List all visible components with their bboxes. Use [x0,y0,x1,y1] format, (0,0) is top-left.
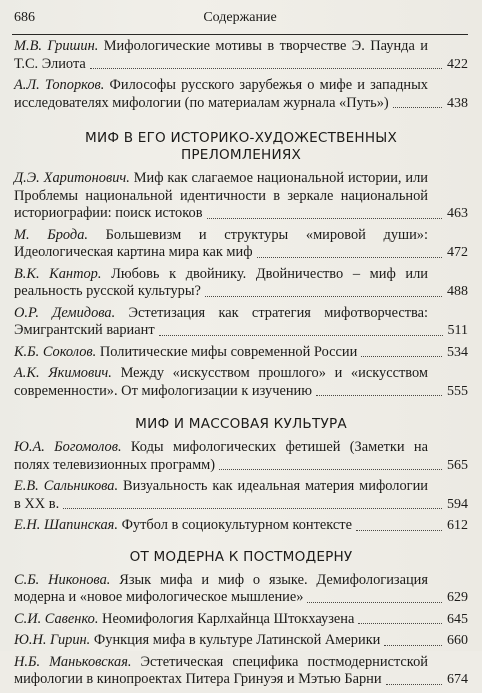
entry-title: Мифологические мотивы в творчестве Э. Паунда и Т.С. Элиота [14,38,428,72]
table-of-contents [14,38,468,693]
entry-title: Политические мифы современной России [99,343,358,360]
toc-entry[interactable] [14,439,468,474]
dot-leader [393,107,442,108]
toc-entry[interactable] [14,227,468,262]
entry-text [14,611,468,629]
entry-author: Е.В. Сальникова. [14,478,119,494]
toc-entry[interactable] [14,517,468,535]
toc-entry[interactable] [14,478,468,513]
entry-author: О.Р. Демидова. [14,304,116,321]
entry-title: Функция мифа в культуре Латинской Америки [93,632,381,648]
entry-page-number: 674 [447,672,468,687]
entry-page-number: 629 [447,590,468,605]
entry-page-number: 463 [447,206,468,221]
dot-leader [361,356,442,357]
toc-entry[interactable] [14,170,468,223]
dot-leader [207,218,443,219]
entry-title: Миф как слагаемое национальной истории, или Проблемы национальной идентичности в зеркале национальной историографии: поиск истоков [14,170,428,221]
dot-leader [307,602,442,603]
toc-entry[interactable] [14,38,468,73]
toc-entry[interactable] [14,305,468,340]
entry-author: С.И. Савенко. [14,610,99,627]
entry-author: Ю.А. Богомолов. [14,439,122,455]
toc-entry[interactable] [14,365,468,400]
entry-author: К.Б. Соколов. [14,343,97,360]
toc-entry[interactable] [14,611,468,629]
entry-page-number: 565 [447,457,468,473]
toc-entry[interactable] [14,632,468,650]
section-heading: МИФ В ЕГО ИСТОРИКО-ХУДОЖЕСТВЕННЫХ ПРЕЛОМЛЕНИЯХ [85,130,397,163]
toc-entry[interactable] [14,77,468,112]
section-heading: ОТ МОДЕРНА К ПОСТМОДЕРНУ [129,548,353,565]
running-title: Содержание [203,10,277,25]
entry-title: Между «искусством прошлого» и «искусством современности». От мифологизации к изучению [14,365,428,399]
dot-leader [386,684,442,685]
entry-title: Любовь к двойнику. Двойничество – миф или реальность русской культуры? [14,265,428,299]
entry-page-number: 488 [447,284,468,299]
entry-text [14,344,468,362]
entry-title: Эстетическая специфика постмодернистской мифологии в кинопроектах Питера Гринуэя и Мэтью Барни [14,653,428,687]
entry-author: Е.Н. Шапинская. [14,517,118,533]
dot-leader [384,645,442,646]
entry-author: Н.Б. Маньковская. [14,653,132,670]
toc-entry[interactable] [14,572,468,607]
entry-title: Большевизм и структуры «мировой души»: Идеологическая картина мира как миф [14,226,428,260]
toc-entry[interactable] [14,344,468,362]
dot-leader [358,623,442,624]
page-number: 686 [14,10,35,25]
entry-page-number: 438 [447,95,468,111]
entry-title: Эстетизация как стратегия мифотворчества: Эмигрантский вариант [14,304,428,338]
entry-title: Футбол в социокультурном контексте [121,517,352,533]
entry-author: М. Брода. [14,226,88,243]
entry-page-number: 534 [447,344,468,360]
dot-leader [316,395,442,396]
entry-title: Философы русского зарубежья о мифе и западных исследователях мифологии (по материалам журнала «Путь») [14,77,428,111]
entry-text [14,517,468,535]
dot-leader [257,257,442,258]
entry-text [14,632,468,650]
dot-leader [356,530,442,531]
entry-page-number: 612 [447,518,468,533]
toc-entry[interactable] [14,654,468,689]
entry-title: Язык мифа и миф о языке. Демифологизация модерна и «новое мифологическое мышление» [14,571,428,605]
entry-author: С.Б. Никонова. [14,571,111,588]
header-rule [12,34,468,35]
entry-page-number: 660 [447,633,468,648]
entry-page-number: 645 [447,611,468,627]
running-header [12,8,468,28]
entry-title: Неомифология Карлхайнца Штокхаузена [102,610,355,627]
section-heading: МИФ И МАССОВАЯ КУЛЬТУРА [135,416,347,432]
dot-leader [90,68,442,69]
entry-author: М.В. Гришин. [14,38,99,54]
dot-leader [159,335,443,336]
entry-author: В.К. Кантор. [14,265,102,282]
entry-page-number: 555 [447,383,468,399]
entry-title: Коды мифологических фетишей (Заметки на полях телевизионных программ) [14,439,428,473]
entry-page-number: 594 [447,496,468,512]
dot-leader [205,296,442,297]
entry-author: Д.Э. Харитонович. [14,170,130,186]
entry-author: А.Л. Топорков. [14,77,105,93]
toc-entry[interactable] [14,266,468,301]
dot-leader [63,508,442,509]
entry-author: Ю.Н. Гирин. [14,632,91,648]
entry-title: Визуальность как идеальная материя мифологии в ХХ в. [14,478,428,512]
entry-author: А.К. Якимович. [14,365,112,381]
entry-page-number: 511 [447,323,468,338]
entry-text [14,170,468,223]
entry-page-number: 472 [447,245,468,260]
dot-leader [219,469,442,470]
entry-page-number: 422 [447,56,468,72]
